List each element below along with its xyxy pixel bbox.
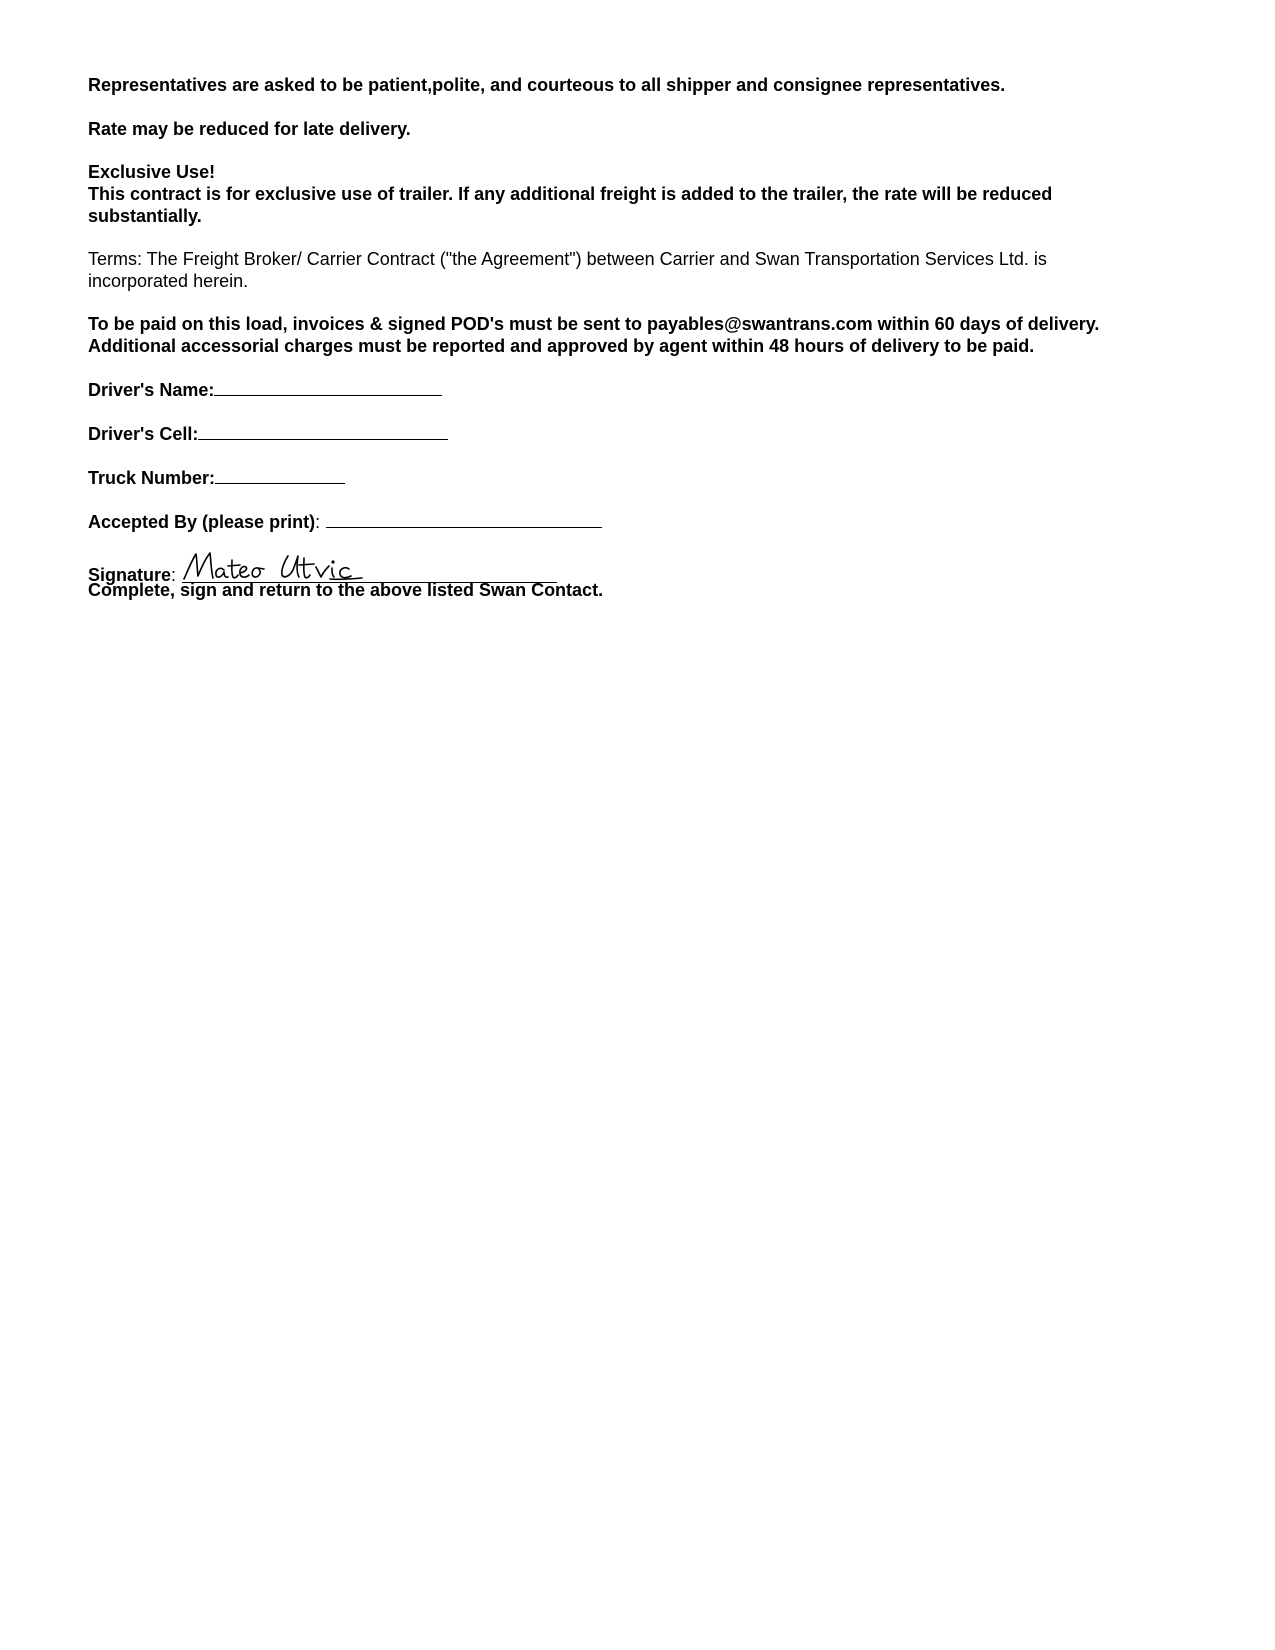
drivers-name-field[interactable]	[214, 379, 442, 396]
drivers-name-label: Driver's Name:	[88, 380, 215, 400]
drivers-cell-field[interactable]	[198, 423, 448, 440]
representatives-paragraph: Representatives are asked to be patient,polite, and courteous to all shipper and consignee representatives.	[88, 75, 1006, 95]
truck-number-field[interactable]	[215, 467, 345, 484]
truck-number-row	[88, 467, 345, 489]
exclusive-use-text-line2: substantially.	[88, 206, 202, 226]
drivers-name-row	[88, 379, 442, 401]
exclusive-use-heading: Exclusive Use!	[88, 162, 216, 182]
exclusive-use-text-line1: This contract is for exclusive use of trailer. If any additional freight is added to the trailer, the rate will be reduced	[88, 184, 1053, 204]
accepted-by-row	[88, 511, 602, 533]
terms-text-line2: incorporated herein.	[88, 271, 249, 291]
drivers-cell-row	[88, 423, 448, 445]
rate-reduced-paragraph: Rate may be reduced for late delivery.	[88, 119, 411, 139]
signature-label: Signature	[88, 565, 172, 585]
accepted-by-label: Accepted By (please print)	[88, 512, 316, 532]
drivers-cell-label: Driver's Cell:	[88, 424, 199, 444]
accepted-by-field[interactable]	[326, 511, 602, 528]
closing-instruction: Complete, sign and return to the above listed Swan Contact.	[88, 580, 604, 600]
payment-terms-line1: To be paid on this load, invoices & signed POD's must be sent to payables@swantrans.com within 60 days of delivery.	[88, 314, 1100, 334]
payment-terms-line2: Additional accessorial charges must be reported and approved by agent within 48 hours of delivery to be paid.	[88, 336, 1035, 356]
truck-number-label: Truck Number:	[88, 468, 216, 488]
accepted-by-colon: :	[315, 512, 321, 532]
signature-colon: :	[171, 565, 177, 585]
terms-text-line1: Terms: The Freight Broker/ Carrier Contract ("the Agreement") between Carrier and Swan Transportation Services Ltd. is	[88, 249, 1047, 269]
